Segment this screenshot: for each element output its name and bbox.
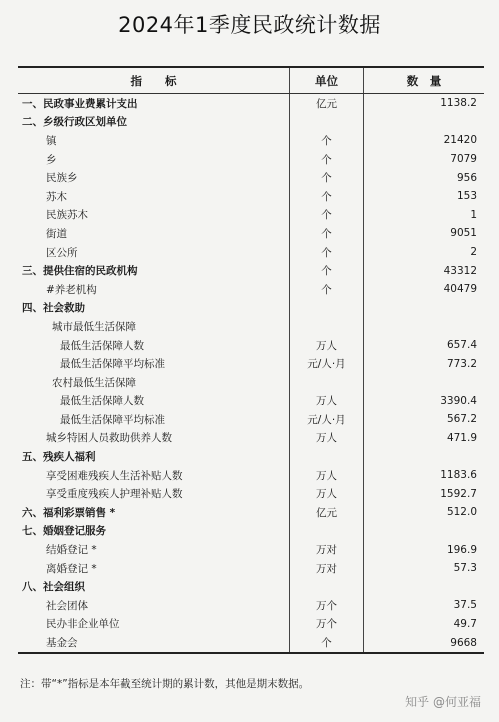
row-label: 城乡特困人员救助供养人数: [18, 429, 290, 448]
table-row: [18, 559, 484, 578]
row-unit: [290, 299, 364, 318]
table-row: [18, 317, 484, 336]
row-value: 43312: [443, 264, 477, 277]
row-label: 八、社会组织: [18, 577, 290, 596]
row-label: 区公所: [18, 243, 290, 262]
row-unit: 个: [290, 633, 364, 652]
table-row: [18, 206, 484, 225]
row-label: 离婚登记 *: [18, 559, 290, 578]
row-label: 四、社会救助: [18, 299, 290, 318]
row-value: 471.9: [446, 431, 477, 444]
row-label: 乡: [18, 150, 290, 169]
footnote: 注：带“*”指标是本年截至统计期的累计数，其他是期末数据。: [20, 678, 310, 690]
document-title: 2024年1季度民政统计数据: [118, 13, 381, 37]
row-value: 1183.6: [440, 469, 477, 482]
table-row: [18, 410, 484, 429]
row-unit: [290, 113, 364, 132]
row-value: 3390.4: [440, 394, 477, 407]
table-row: [18, 373, 484, 392]
row-label: 民族苏木: [18, 206, 290, 225]
row-value: [364, 317, 484, 336]
row-unit: 万人: [290, 392, 364, 411]
row-label: 最低生活保障人数: [18, 336, 290, 355]
row-value: [364, 577, 484, 596]
row-label: 一、民政事业费累计支出: [18, 94, 290, 113]
table-row: [18, 484, 484, 503]
row-label: 五、残疾人福利: [18, 447, 290, 466]
table-row: [18, 131, 484, 150]
table-row: [18, 466, 484, 485]
statistics-table: [18, 66, 484, 654]
row-value: 1: [470, 208, 477, 221]
row-unit: [290, 373, 364, 392]
table-row: [18, 577, 484, 596]
row-label: 民办非企业单位: [18, 615, 290, 634]
row-unit: 个: [290, 261, 364, 280]
row-unit: 万人: [290, 429, 364, 448]
row-unit: [290, 577, 364, 596]
row-unit: 个: [290, 150, 364, 169]
row-unit: 万人: [290, 484, 364, 503]
row-value: 2: [470, 246, 477, 259]
row-label: 六、福利彩票销售 *: [18, 503, 290, 522]
table-row: [18, 540, 484, 559]
table-row: [18, 94, 484, 113]
table-row: [18, 150, 484, 169]
row-unit: 元/人·月: [290, 410, 364, 429]
header-unit: 单位: [290, 68, 364, 93]
row-value: 57.3: [453, 562, 477, 575]
row-label: 民族乡: [18, 168, 290, 187]
row-label: 最低生活保障平均标准: [18, 354, 290, 373]
table-row: [18, 633, 484, 652]
row-value: 657.4: [446, 339, 477, 352]
row-value: [364, 447, 484, 466]
table-row: [18, 168, 484, 187]
table-row: [18, 429, 484, 448]
row-value: [364, 522, 484, 541]
row-value: 153: [456, 190, 477, 203]
row-unit: 个: [290, 224, 364, 243]
table-row: [18, 243, 484, 262]
row-label: 最低生活保障人数: [18, 392, 290, 411]
row-unit: 万个: [290, 596, 364, 615]
row-value: 1592.7: [440, 487, 477, 500]
row-unit: 个: [290, 206, 364, 225]
row-label: 三、提供住宿的民政机构: [18, 261, 290, 280]
row-label: 镇: [18, 131, 290, 150]
table-row: [18, 113, 484, 132]
row-value: 37.5: [453, 599, 477, 612]
table-row: [18, 615, 484, 634]
table-row: [18, 280, 484, 299]
table-row: [18, 447, 484, 466]
row-unit: [290, 317, 364, 336]
row-value: 40479: [443, 283, 477, 296]
row-unit: [290, 447, 364, 466]
table-row: [18, 354, 484, 373]
row-unit: 万人: [290, 336, 364, 355]
table-row: [18, 261, 484, 280]
row-label: 享受重度残疾人护理补贴人数: [18, 484, 290, 503]
row-unit: 元/人·月: [290, 354, 364, 373]
row-label: #养老机构: [18, 280, 290, 299]
row-unit: 亿元: [290, 503, 364, 522]
row-label: 享受困难残疾人生活补贴人数: [18, 466, 290, 485]
row-unit: 个: [290, 243, 364, 262]
table-row: [18, 224, 484, 243]
table-row: [18, 392, 484, 411]
row-label: 二、乡级行政区划单位: [18, 113, 290, 132]
row-label: 苏木: [18, 187, 290, 206]
row-unit: 万对: [290, 559, 364, 578]
row-value: 1138.2: [440, 97, 477, 110]
row-value: 21420: [443, 134, 477, 147]
row-value: [364, 299, 484, 318]
table-row: [18, 596, 484, 615]
row-label: 七、婚姻登记服务: [18, 522, 290, 541]
row-unit: 万人: [290, 466, 364, 485]
watermark: [405, 693, 481, 710]
row-unit: 个: [290, 187, 364, 206]
row-unit: 个: [290, 131, 364, 150]
row-value: 196.9: [446, 543, 477, 556]
header-value: 数 量: [406, 73, 442, 88]
row-label: 基金会: [18, 633, 290, 652]
row-unit: 个: [290, 280, 364, 299]
table-row: [18, 299, 484, 318]
watermark-text: 知乎 @何亚福: [405, 695, 481, 709]
row-label: 结婚登记 *: [18, 540, 290, 559]
row-unit: 万对: [290, 540, 364, 559]
row-label: 街道: [18, 224, 290, 243]
row-value: 512.0: [446, 506, 477, 519]
table-header: [18, 68, 484, 94]
row-label: 社会团体: [18, 596, 290, 615]
row-value: 956: [456, 171, 477, 184]
row-unit: 亿元: [290, 94, 364, 113]
table-row: [18, 187, 484, 206]
table-row: [18, 522, 484, 541]
row-unit: [290, 522, 364, 541]
table-row: [18, 336, 484, 355]
row-label: 农村最低生活保障: [18, 373, 290, 392]
row-label: 最低生活保障平均标准: [18, 410, 290, 429]
row-value: [364, 113, 484, 132]
header-indicator: 指 标: [18, 68, 290, 93]
row-value: 567.2: [446, 413, 477, 426]
row-value: 49.7: [453, 617, 477, 630]
row-unit: 个: [290, 168, 364, 187]
row-value: 9668: [450, 636, 477, 649]
row-value: 7079: [450, 153, 477, 166]
table-body: [18, 94, 484, 652]
row-value: 9051: [450, 227, 477, 240]
row-unit: 万个: [290, 615, 364, 634]
row-label: 城市最低生活保障: [18, 317, 290, 336]
row-value: 773.2: [446, 357, 477, 370]
table-row: [18, 503, 484, 522]
row-value: [364, 373, 484, 392]
